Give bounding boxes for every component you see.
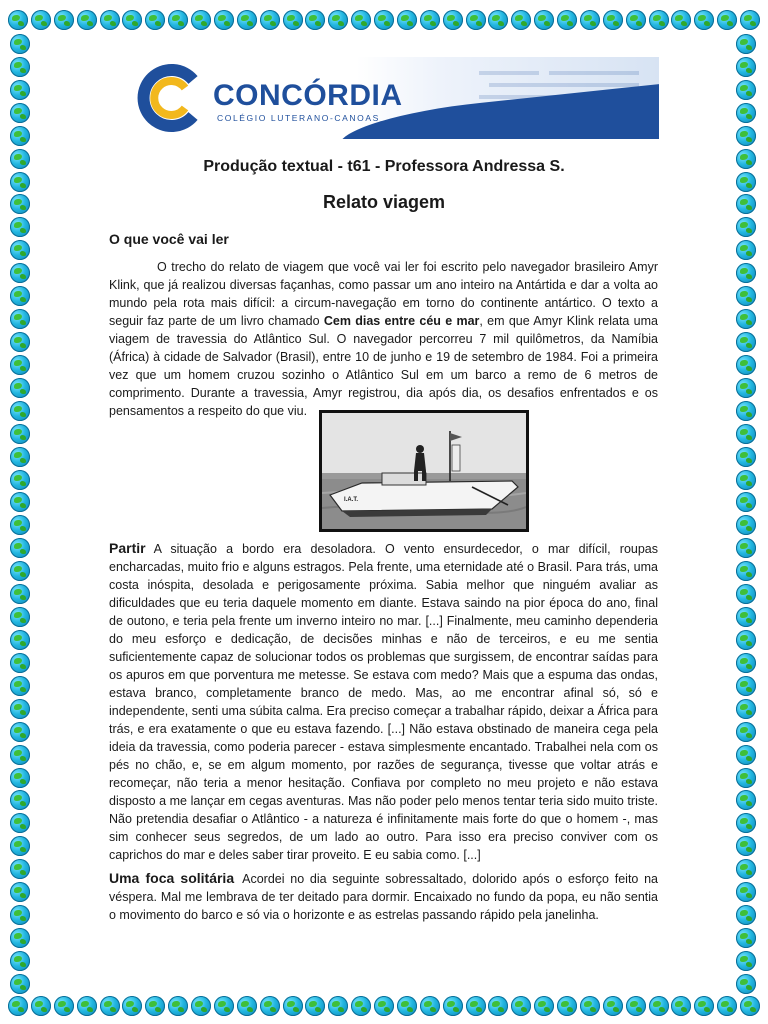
- globe-icon: [626, 10, 646, 30]
- globe-icon: [534, 10, 554, 30]
- globe-icon: [260, 10, 280, 30]
- globe-icon: [10, 882, 30, 902]
- page-subtitle: Relato viagem: [322, 192, 446, 212]
- globe-icon: [466, 10, 486, 30]
- globe-icon: [736, 928, 756, 948]
- globe-icon: [736, 492, 756, 512]
- globe-icon: [328, 996, 348, 1016]
- globe-icon: [10, 492, 30, 512]
- intro-paragraph: [109, 258, 658, 420]
- partir-text: A situação a bordo era desoladora. O vento ensurdecedor, o mar difícil, roupas encharcadas, muito frio e alguns estragos. Pela frente, uma eternidade até o Brasil. Para trás, uma costa inóspita, desolada e perigosamente próxima. Sabia melhor que ninguém avaliar as dificuldades que eu teria daquele momento em diante. Estava saindo na pior época do ano, final de outono, e teria pela frente um inverno inteiro no mar. [...] Finalmente, meu caminho dependeria do meu esforço e dedicação, de decisões minhas e não de terceiros, e eu me sentia suficientemente capaz de solucionar todos os problemas que surgissem, de encontrar saídas para os apuros em que porventura me metesse. Se estava com medo? Mais que a espuma das ondas, estava branco, completamente branco de medo. Mas, ao me encontrar afinal só, só e independente, senti uma súbita calma. Era preciso começar a trabalhar rápido, deixar a África para trás, e era exatamente o que eu estava fazendo. [...] Não estava obstinado de maneira cega pela ideia da travessia, como poderia parecer - estava simplesmente encantado. Trabalhei nela com os pés no chão, e, se em algum momento, por razões de segurança, tivesse que voltar atrás e recomeçar, não teria a menor hesitação. Confiava por completo no meu projeto e não estava disposto a me lançar em cegas aventuras. Mas não poder pelo menos tentar teria sido muito triste. Não pretendia desafiar o Atlântico - a natureza é infinitamente mais forte do que o homem -, mas sim conhecer seus segredos, de um lado ao outro. Para isso era preciso conviver com os caprichos do mar e deles saber tirar proveito. E eu sabia como. [...]: [109, 542, 658, 862]
- globe-icon: [168, 10, 188, 30]
- globe-icon: [10, 676, 30, 696]
- globe-icon: [736, 126, 756, 146]
- globe-icon: [122, 10, 142, 30]
- globe-icon: [736, 699, 756, 719]
- globe-icon: [10, 217, 30, 237]
- globe-icon: [10, 515, 30, 535]
- globe-icon: [191, 996, 211, 1016]
- section-heading: O que você vai ler: [109, 231, 229, 247]
- globe-border-right: [736, 34, 758, 994]
- globe-icon: [736, 561, 756, 581]
- globe-icon: [736, 263, 756, 283]
- globe-icon: [10, 607, 30, 627]
- globe-icon: [122, 996, 142, 1016]
- globe-icon: [283, 10, 303, 30]
- globe-icon: [420, 996, 440, 1016]
- globe-icon: [10, 699, 30, 719]
- globe-icon: [10, 240, 30, 260]
- globe-icon: [283, 996, 303, 1016]
- globe-icon: [649, 10, 669, 30]
- globe-icon: [420, 10, 440, 30]
- globe-icon: [534, 996, 554, 1016]
- globe-icon: [397, 10, 417, 30]
- globe-icon: [305, 996, 325, 1016]
- intro-text-part2: , em que Amyr Klink relata uma viagem de travessia do Atlântico Sul. O navegador percorreu 7 mil quilômetros, da Namíbia (África) à cidade de Salvador (Brasil), entre 10 de junho e 19 de setembro de 1984. Foi a primeira vez que um homem cruzou sozinho o Atlântico Sul em um barco a remo de 6 metros de comprimento. Durante a travessia, Amyr registrou, dia após dia, os desafios enfrentados e os pensamentos a respeito do que viu.: [109, 314, 658, 418]
- globe-icon: [736, 905, 756, 925]
- globe-icon: [580, 996, 600, 1016]
- globe-icon: [736, 859, 756, 879]
- globe-icon: [237, 10, 257, 30]
- globe-icon: [736, 882, 756, 902]
- globe-icon: [305, 10, 325, 30]
- globe-icon: [10, 424, 30, 444]
- globe-icon: [145, 10, 165, 30]
- globe-icon: [10, 653, 30, 673]
- globe-border-top: [8, 10, 760, 32]
- globe-icon: [736, 447, 756, 467]
- globe-icon: [54, 10, 74, 30]
- globe-icon: [10, 928, 30, 948]
- globe-icon: [10, 103, 30, 123]
- globe-icon: [10, 974, 30, 994]
- globe-icon: [77, 996, 97, 1016]
- partir-heading: Partir: [109, 540, 146, 556]
- globe-icon: [10, 561, 30, 581]
- globe-icon: [328, 10, 348, 30]
- globe-icon: [736, 951, 756, 971]
- globe-icon: [603, 996, 623, 1016]
- globe-icon: [740, 996, 760, 1016]
- globe-icon: [54, 996, 74, 1016]
- globe-icon: [736, 103, 756, 123]
- globe-icon: [10, 401, 30, 421]
- globe-icon: [10, 80, 30, 100]
- globe-icon: [736, 378, 756, 398]
- globe-icon: [10, 34, 30, 54]
- globe-icon: [374, 996, 394, 1016]
- intro-text-part1: O trecho do relato de viagem que você vai ler foi escrito pelo navegador brasileiro Amyr Klink, que já realizou diversas façanhas, como passar um ano inteiro na Antártida e dar a volta ao mundo pela rota mais difícil: a circum-navegação em torno do continente antártico. O texto a seguir faz parte de um livro chamado: [109, 260, 658, 328]
- globe-icon: [671, 10, 691, 30]
- globe-icon: [736, 515, 756, 535]
- globe-border-left: [10, 34, 32, 994]
- globe-icon: [8, 996, 28, 1016]
- globe-icon: [10, 538, 30, 558]
- globe-icon: [10, 813, 30, 833]
- globe-icon: [8, 10, 28, 30]
- globe-icon: [736, 538, 756, 558]
- globe-icon: [649, 996, 669, 1016]
- globe-icon: [237, 996, 257, 1016]
- globe-icon: [736, 80, 756, 100]
- globe-icon: [10, 768, 30, 788]
- globe-icon: [580, 10, 600, 30]
- globe-icon: [736, 309, 756, 329]
- globe-icon: [488, 996, 508, 1016]
- globe-icon: [694, 996, 714, 1016]
- globe-icon: [10, 951, 30, 971]
- globe-icon: [10, 447, 30, 467]
- boat-photo-image: [322, 413, 526, 529]
- globe-icon: [717, 10, 737, 30]
- globe-icon: [736, 286, 756, 306]
- globe-icon: [214, 10, 234, 30]
- globe-icon: [626, 996, 646, 1016]
- globe-icon: [10, 584, 30, 604]
- globe-icon: [397, 996, 417, 1016]
- globe-icon: [351, 10, 371, 30]
- globe-icon: [10, 126, 30, 146]
- globe-icon: [603, 10, 623, 30]
- globe-icon: [736, 401, 756, 421]
- globe-icon: [31, 996, 51, 1016]
- partir-paragraph: [109, 539, 658, 864]
- brand-subtitle: COLÉGIO LUTERANO-CANOAS: [217, 113, 380, 123]
- foca-text: Acordei no dia seguinte sobressaltado, dolorido após o esforço feito na véspera. Mal me lembrava de ter deitado para dormir. Encaixado no fundo da popa, eu não sentia o movimento do barco e só via o horizonte e as estrelas passando rápido pela janelinha.: [109, 872, 659, 922]
- globe-icon: [10, 745, 30, 765]
- boat-hull-text: I.A.T.: [344, 497, 359, 503]
- globe-icon: [443, 10, 463, 30]
- globe-icon: [100, 10, 120, 30]
- globe-icon: [10, 630, 30, 650]
- globe-icon: [736, 722, 756, 742]
- globe-icon: [100, 996, 120, 1016]
- globe-icon: [736, 836, 756, 856]
- globe-icon: [214, 996, 234, 1016]
- globe-icon: [10, 309, 30, 329]
- globe-icon: [351, 996, 371, 1016]
- globe-icon: [10, 57, 30, 77]
- globe-icon: [736, 424, 756, 444]
- globe-icon: [10, 722, 30, 742]
- globe-icon: [736, 813, 756, 833]
- globe-icon: [191, 10, 211, 30]
- globe-icon: [694, 10, 714, 30]
- globe-icon: [10, 263, 30, 283]
- globe-icon: [736, 217, 756, 237]
- globe-icon: [736, 240, 756, 260]
- globe-icon: [511, 996, 531, 1016]
- foca-heading: Uma foca solitária: [109, 870, 235, 886]
- globe-icon: [717, 996, 737, 1016]
- globe-icon: [736, 768, 756, 788]
- globe-icon: [736, 653, 756, 673]
- globe-icon: [736, 34, 756, 54]
- brand-name: CONCÓRDIA: [213, 79, 403, 112]
- globe-icon: [736, 607, 756, 627]
- globe-icon: [736, 676, 756, 696]
- globe-icon: [736, 470, 756, 490]
- globe-icon: [374, 10, 394, 30]
- globe-icon: [10, 378, 30, 398]
- globe-icon: [443, 996, 463, 1016]
- page-title: Produção textual - t61 - Professora Andressa S.: [203, 158, 565, 175]
- globe-icon: [511, 10, 531, 30]
- globe-icon: [736, 974, 756, 994]
- globe-icon: [10, 286, 30, 306]
- globe-icon: [740, 10, 760, 30]
- globe-icon: [736, 57, 756, 77]
- globe-icon: [736, 790, 756, 810]
- globe-icon: [31, 10, 51, 30]
- globe-icon: [168, 996, 188, 1016]
- concordia-logo-icon: [135, 62, 207, 134]
- globe-icon: [488, 10, 508, 30]
- globe-border-bottom: [8, 996, 760, 1018]
- globe-icon: [10, 859, 30, 879]
- globe-icon: [557, 996, 577, 1016]
- globe-icon: [736, 355, 756, 375]
- boat-photo: [319, 410, 529, 532]
- book-title: Cem dias entre céu e mar: [323, 314, 480, 328]
- globe-icon: [10, 332, 30, 352]
- globe-icon: [736, 630, 756, 650]
- school-banner: [109, 57, 659, 139]
- globe-icon: [10, 790, 30, 810]
- globe-icon: [466, 996, 486, 1016]
- foca-paragraph: [109, 869, 658, 924]
- globe-icon: [260, 996, 280, 1016]
- globe-icon: [736, 332, 756, 352]
- globe-icon: [736, 745, 756, 765]
- globe-icon: [10, 470, 30, 490]
- globe-icon: [77, 10, 97, 30]
- globe-icon: [557, 10, 577, 30]
- globe-icon: [671, 996, 691, 1016]
- globe-icon: [145, 996, 165, 1016]
- globe-icon: [10, 905, 30, 925]
- globe-icon: [10, 355, 30, 375]
- globe-icon: [736, 584, 756, 604]
- globe-icon: [10, 836, 30, 856]
